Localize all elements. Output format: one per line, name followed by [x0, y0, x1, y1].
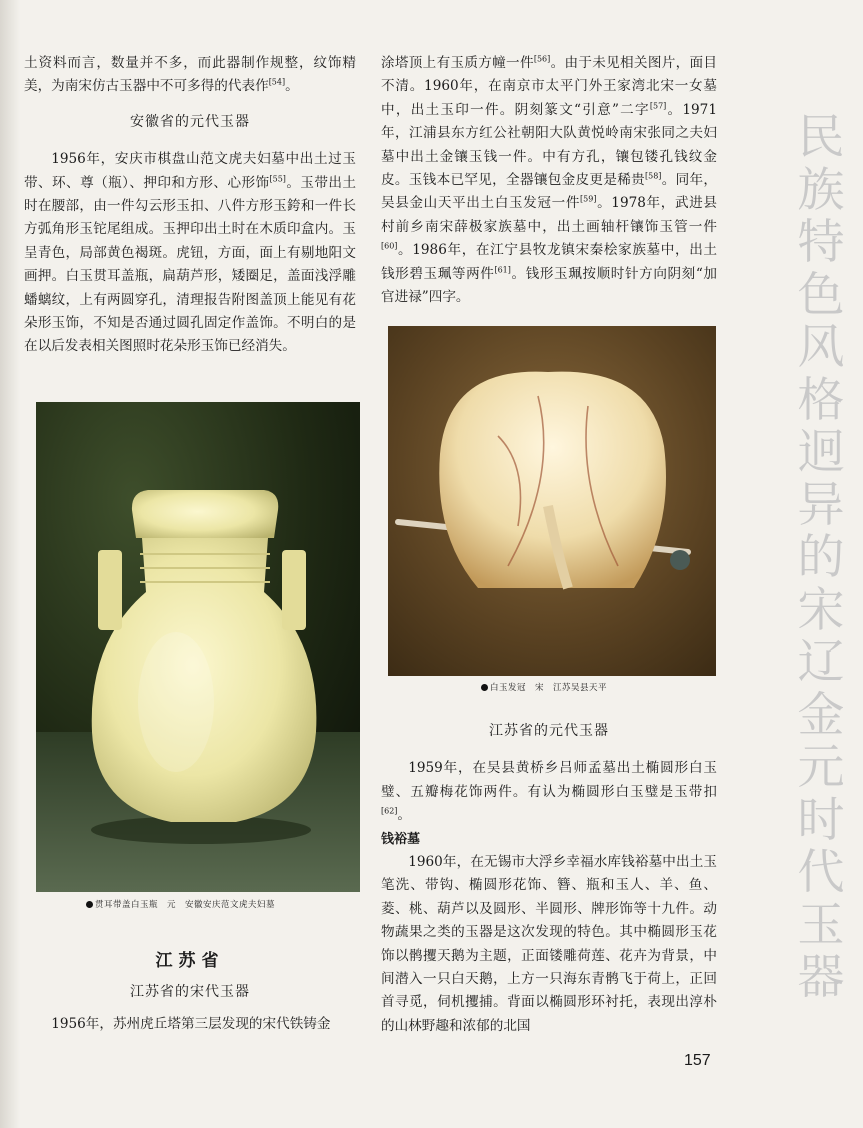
left-column: [24, 52, 356, 359]
section-heading-anhui-yuan: 安徽省的元代玉器: [130, 113, 250, 130]
jade-vase-photo: [36, 402, 360, 892]
vertical-chapter-title: 民 族 特 色 风 格 迥 异 的 宋 辽 金 元 时 代 玉 器: [797, 110, 845, 1005]
paragraph-jiangsu-song-cont: 涂塔顶上有玉质方幢一件[56]。由于未见相关图片，面目不清。1960年，在南京市太平门外王家湾北宋一女墓中，出土玉印一件。阴刻篆文“引意”二字[57]。1971年，江浦县东方红公社朝阳大队黄悦岭南宋张同之夫妇墓中出土金镶玉钱一件。中有方孔，镶包镂孔钱纹金皮。玉钱本已罕见，全器镶包金皮更是稀贵[58]。同年，吴县金山天平出土白玉发冠一件[59]。1978年，武进县村前乡南宋薛极家族墓中，出土画轴杆镶饰玉管一件[60]。1986年，在江宁县牧龙镇宋秦桧家族墓中，出土钱形碧玉珮等两件[61]。钱形玉珮按顺时针方向阴刻“加官进禄”四字。: [381, 54, 718, 306]
caption-hair-crown: 白玉发冠 宋 江苏吴县天平: [481, 681, 607, 693]
bullet-icon: [481, 684, 488, 691]
right-column-bottom: [381, 708, 717, 1038]
section-heading-jiangsu-yuan: 江苏省的元代玉器: [489, 723, 609, 739]
paragraph-anhui: 1956年，安庆市棋盘山范文虎夫妇墓中出土过玉带、环、尊（瓶）、押印和方形、心形饰[55]。玉带出土时在腰部，由一件勾云形玉扣、八件方形玉銙和一件长方弧角形玉铊尾组成。玉押印出土时在木质印盒内。玉呈青色，局部黄色褐斑。虎钮，方面，面上有剔地阳文画押。白玉贯耳盖瓶，扁葫芦形，矮圈足，盖面浅浮雕蟠螭纹，上有两圆穿孔，清理报告附图盖顶上能见有花朵形玉饰，不知是否通过圆孔固定作盖饰。不明白的是在以后发表相关图照时花朵形玉饰已经消失。: [24, 151, 357, 355]
footnote-ref: [61]: [494, 265, 511, 275]
paragraph-jiangsu-yuan: 1959年，在吴县黄桥乡吕师孟墓出土椭圆形白玉璧、五瓣梅花饰两件。有认为椭圆形白玉璧是玉带扣[62]。: [381, 760, 717, 824]
subheading-qianyu-tomb: 钱裕墓: [381, 831, 421, 847]
page-gutter: [0, 0, 20, 1128]
footnote-ref: [62]: [381, 806, 398, 816]
left-column-bottom: [24, 950, 356, 1036]
footnote-ref: [60]: [381, 241, 398, 251]
right-column-top: [381, 52, 717, 309]
footnote-ref: [57]: [649, 101, 667, 111]
footnote-ref: [59]: [580, 194, 597, 204]
section-heading-jiangsu: 江苏省: [155, 951, 225, 971]
paragraph-intro: 土资料而言，数量并不多，而此器制作规整，纹饰精美，为南宋仿古玉器中不可多得的代表作[54]。: [24, 55, 356, 95]
paragraph-jiangsu-song: 1956年，苏州虎丘塔第三层发现的宋代铁铸金: [51, 1015, 331, 1032]
footnote-ref: [54]: [268, 77, 286, 87]
jade-hair-crown-photo: [388, 326, 716, 676]
bullet-icon: [86, 901, 93, 908]
page-number: 157: [684, 1052, 711, 1069]
footnote-ref: [55]: [269, 174, 286, 184]
paragraph-qianyu: 1960年，在无锡市大浮乡幸福水库钱裕墓中出土玉笔洗、带钩、椭圆形花饰、簪、瓶和玉人、羊、鱼、菱、桃、葫芦以及圆形、半圆形、牌形饰等十九件。动物蔬果之类的玉器是这次发现的特色。其中椭圆形玉花饰以鹘攫天鹅为主题，正面镂雕荷莲、花卉为背景，中间潜入一只白天鹅，上方一只海东青鹘飞于荷上，正回首寻觅，伺机攫捕。背面以椭圆形环衬托，表现出淳朴的山林野趣和浓郁的北国: [381, 854, 717, 1034]
section-heading-jiangsu-song: 江苏省的宋代玉器: [130, 984, 250, 1001]
footnote-ref: [56]: [533, 54, 551, 64]
footnote-ref: [58]: [645, 171, 662, 181]
caption-vase: 贯耳带盖白玉瓶 元 安徽安庆范文虎夫妇墓: [86, 898, 275, 910]
